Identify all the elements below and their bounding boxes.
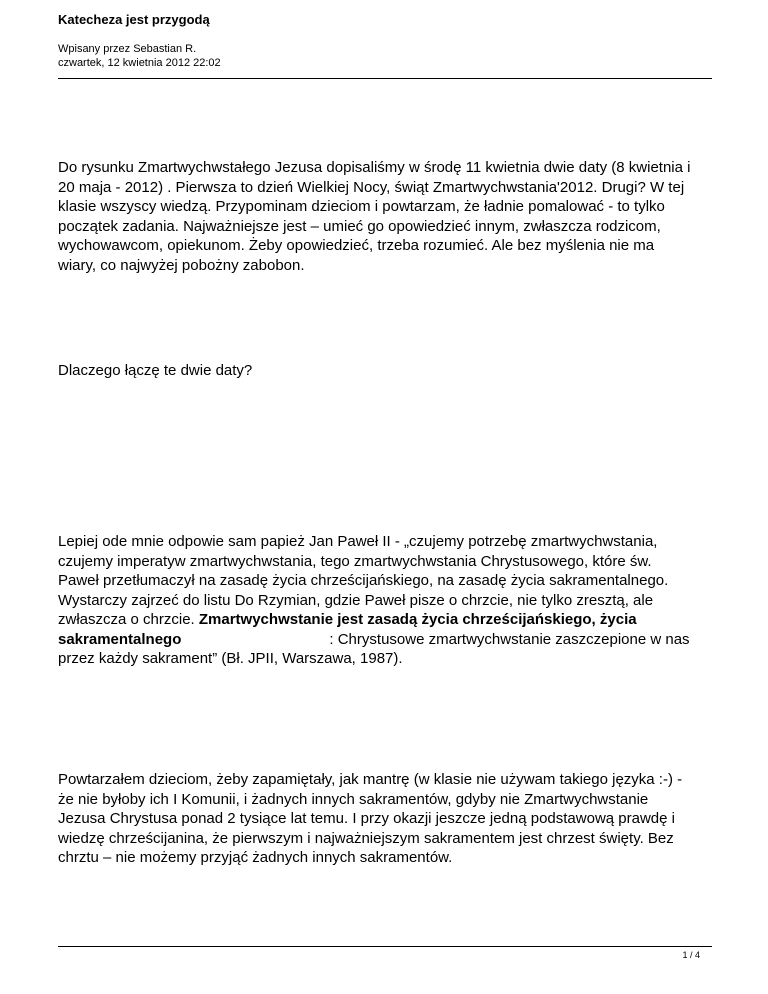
paragraph-3-line-2: czujemy imperatyw zmartwychwstania, tego zmartwychwstania Chrystusowego, które św. [58,552,652,570]
paragraph-3-line-3: Paweł przetłumaczył na zasadę życia chrześcijańskiego, na zasadę życia sakramentalnego. [58,572,669,589]
paragraph-3-line-7: przez każdy sakrament” (Bł. JPII, Warszawa, 1987). [58,650,403,667]
paragraph-2-line-1: Dlaczego łączę te dwie daty? [58,362,253,379]
paragraph-1-line-5: wychowawcom, opiekunom. Żeby opowiedzieć, trzeba rozumieć. Ale bez myślenia nie ma [58,237,655,254]
date-line: czwartek, 12 kwietnia 2012 22:02 [58,57,221,69]
paragraph-3 [58,532,723,669]
header-divider [58,78,712,79]
paragraph-4-line-3: Jezusa Chrystusa ponad 2 tysiące lat temu. I przy okazji jeszcze jedną podstawową prawdę i [58,810,675,827]
paragraph-3-line-6-bold: sakramentalnego [58,630,182,648]
document-meta [58,42,712,70]
paragraph-3-line-1: Lepiej ode mnie odpowie sam papież Jan Paweł II - „czujemy potrzebę zmartwychwstania, [58,533,658,550]
paragraph-4-line-1: Powtarzałem dzieciom, żeby zapamiętały, jak mantrę (w klasie nie używam takiego języka :-) - [58,771,683,788]
paragraph-1-line-2: 20 maja - 2012) . Pierwsza to dzień Wielkiej Nocy, świąt Zmartwychwstania'2012. Drugi? W tej [58,178,685,196]
paragraph-1 [58,158,723,275]
paragraph-4-line-4: wiedzę chrześcijanina, że pierwszym i najważniejszym sakramentem jest chrzest święty. Bez [58,829,674,847]
footer-divider [58,946,712,947]
paragraph-1-line-4: początek zadania. Najważniejsze jest – umieć go opowiedzieć innym, zwłaszcza rodzicom, [58,217,661,235]
paragraph-3-line-4: Wystarczy zajrzeć do listu Do Rzymian, gdzie Paweł pisze o chrzcie, nie tylko zresztą, ale [58,591,654,609]
paragraph-2 [58,361,723,381]
paragraph-4 [58,770,723,868]
paragraph-1-line-1: Do rysunku Zmartwychwstałego Jezusa dopisaliśmy w środę 11 kwietnia dwie daty (8 kwietnia i [58,159,691,176]
paragraph-4-line-2: że nie byłoby ich I Komunii, i żadnych innych sakramentów, gdyby nie Zmartwychwstanie [58,790,649,808]
author-line: Wpisany przez Sebastian R. [58,43,197,55]
paragraph-1-line-6: wiary, co najwyżej pobożny zabobon. [58,256,305,274]
paragraph-1-line-3: klasie wszyscy wiedzą. Przypominam dzieciom i powtarzam, że ładnie pomalować - to tylko [58,198,665,215]
page-number: 1 / 4 [682,950,700,960]
paragraph-3-line-6-plain: : Chrystusowe zmartwychwstanie zaszczepione w nas [329,630,690,648]
paragraph-3-line-5-bold: Zmartwychwstanie jest zasadą życia chrześcijańskiego, życia [198,611,637,628]
document-header [58,12,712,70]
paragraph-4-line-5: chrztu – nie możemy przyjąć żadnych innych sakramentów. [58,849,453,866]
document-title: Katecheza jest przygodą [58,12,210,27]
paragraph-3-line-5-plain: zwłaszcza o chrzcie. [58,611,199,628]
